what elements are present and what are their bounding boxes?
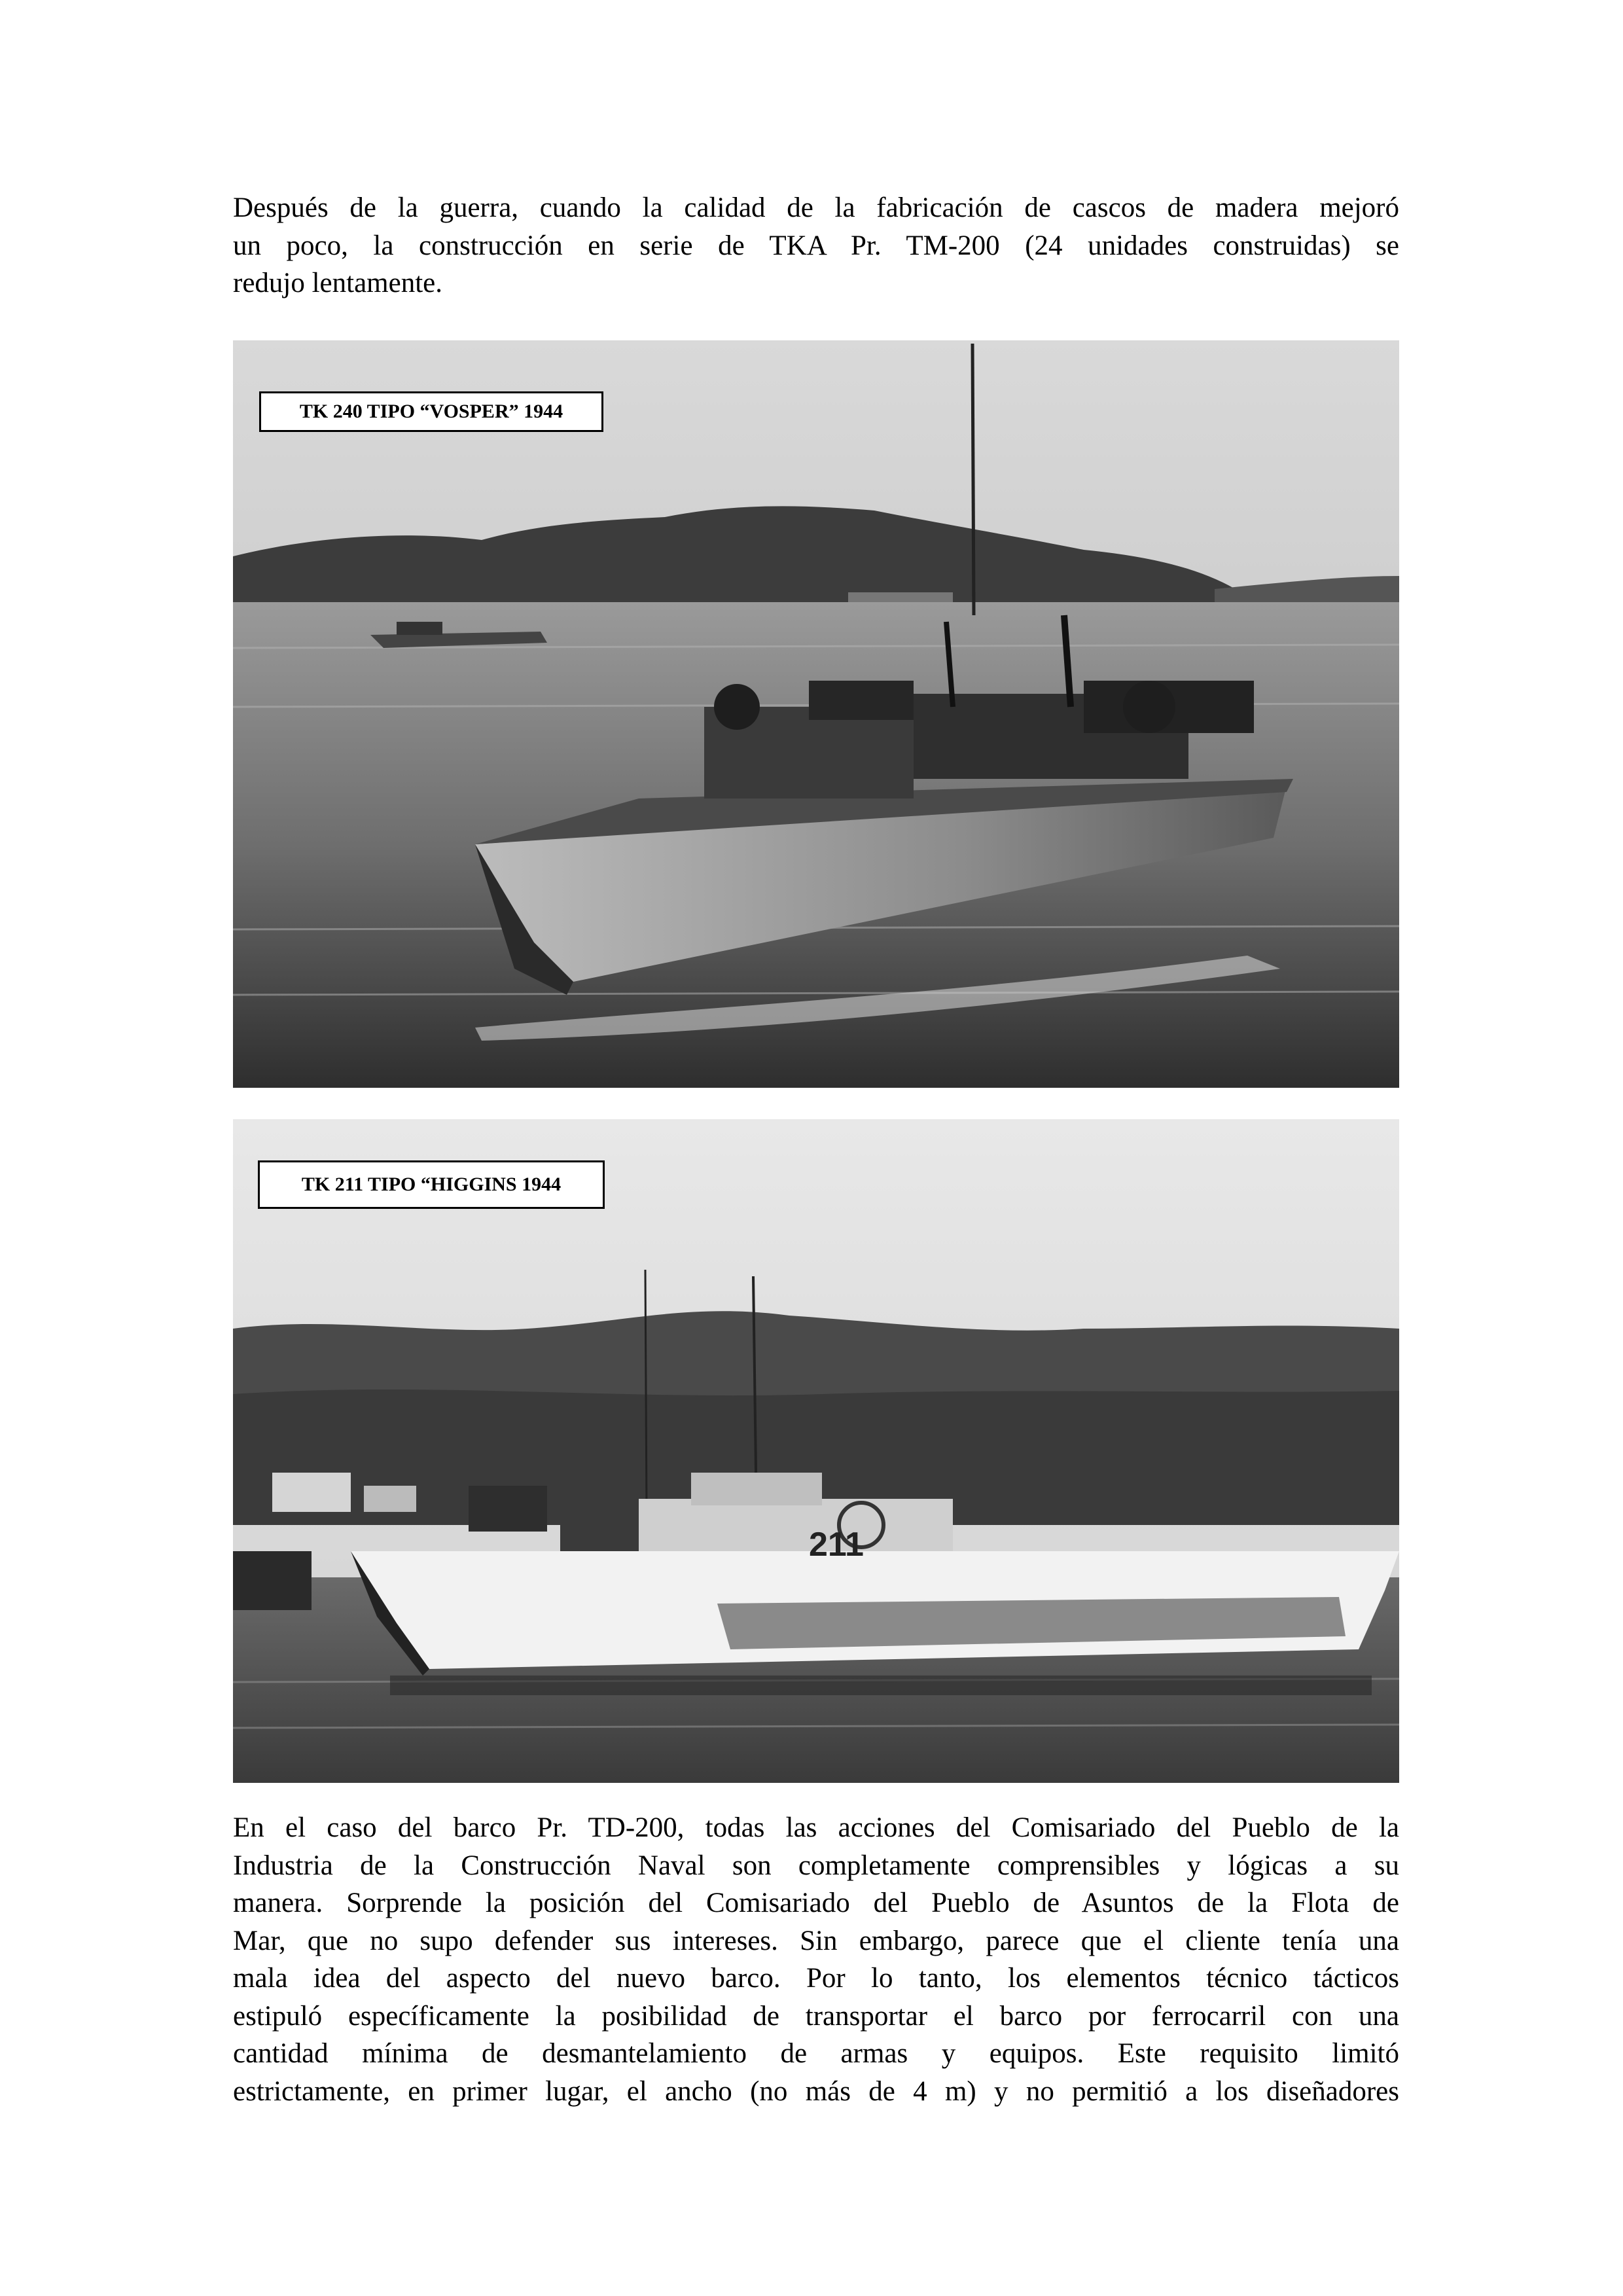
- paragraph-intro: [233, 189, 1399, 302]
- text-line: Mar, que no supo defender sus intereses. Sin embargo, parece que el cliente tenía una: [233, 1925, 1399, 1956]
- higgins-boat-photo: [233, 1119, 1399, 1783]
- text-line: manera. Sorprende la posición del Comisariado del Pueblo de Asuntos de la Flota de: [233, 1888, 1399, 1918]
- text-line: un poco, la construcción en serie de TKA Pr. TM-200 (24 unidades construidas) se: [233, 230, 1399, 261]
- text-line: cantidad mínima de desmantelamiento de armas y equipos. Este requisito limitó: [233, 2038, 1399, 2069]
- text-line: estrictamente, en primer lugar, el ancho (no más de 4 m) y no permitió a los diseñadores: [233, 2075, 1399, 2107]
- paragraph-td200: [233, 1809, 1399, 2110]
- text-line: Industria de la Construcción Naval son completamente comprensibles y lógicas a su: [233, 1850, 1399, 1881]
- text-line: mala idea del aspecto del nuevo barco. Por lo tanto, los elementos técnico tácticos: [233, 1963, 1399, 1994]
- vosper-boat-photo: [233, 340, 1399, 1088]
- photo-tk240-vosper: [233, 340, 1399, 1088]
- text-line: estipuló específicamente la posibilidad de transportar el barco por ferrocarril con una: [233, 2000, 1399, 2032]
- photo-caption: TK 211 TIPO “HIGGINS 1944: [258, 1160, 605, 1209]
- text-line: Después de la guerra, cuando la calidad de la fabricación de cascos de madera mejoró: [233, 192, 1399, 223]
- photo-caption: TK 240 TIPO “VOSPER” 1944: [259, 391, 603, 432]
- hull-number: 211: [809, 1526, 864, 1564]
- text-line: redujo lentamente.: [233, 268, 442, 298]
- photo-tk211-higgins: [233, 1119, 1399, 1783]
- text-line: En el caso del barco Pr. TD-200, todas las acciones del Comisariado del Pueblo de la: [233, 1812, 1399, 1843]
